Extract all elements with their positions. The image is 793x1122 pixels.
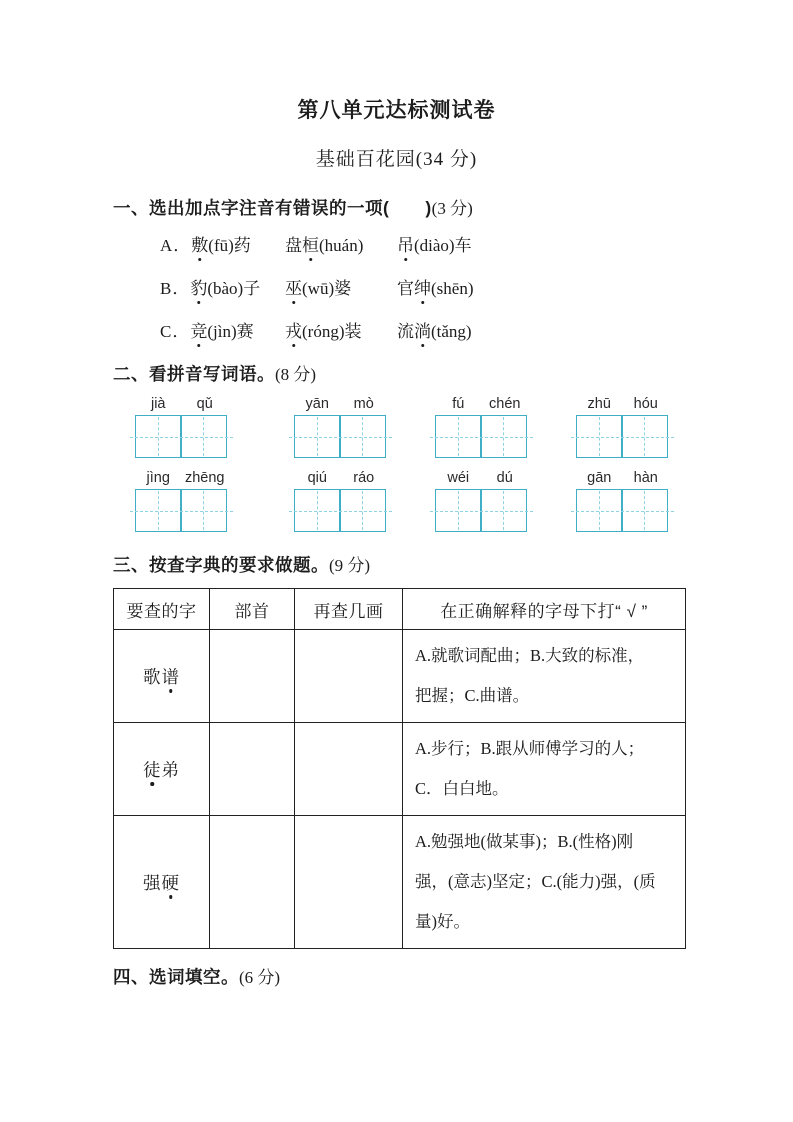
pinyin-syllable: chén: [489, 396, 521, 412]
writing-cell[interactable]: [180, 415, 227, 458]
writing-grid: [435, 415, 528, 458]
pinyin-syllable: qǔ: [196, 396, 213, 412]
writing-grid: [135, 489, 228, 532]
dotted-char: 竞: [190, 322, 208, 341]
writing-grid: [576, 415, 669, 458]
pinyin-syllable: zhēng: [184, 470, 225, 486]
dotted-char: 桓: [302, 236, 319, 255]
pinyin-group: [435, 396, 528, 458]
section1-heading-score: (3 分): [431, 199, 473, 218]
lookup-word: 徒弟: [114, 723, 210, 816]
writing-grid: [435, 489, 528, 532]
answer-cell-strokes[interactable]: [295, 816, 403, 949]
pinyin-syllable: yān: [305, 396, 329, 412]
col-header-radical: 部首: [210, 589, 295, 630]
pinyin-row-2: [135, 470, 693, 532]
option-a-label: A．: [160, 236, 192, 255]
pinyin-syllable: ráo: [353, 470, 375, 486]
col-header-definition: 在正确解释的字母下打“ √ ”: [403, 589, 686, 630]
pinyin-group: [576, 396, 669, 458]
writing-cell[interactable]: [621, 489, 668, 532]
paper-content: [0, 196, 793, 990]
option-a-item-3: 吊(diào)车: [397, 236, 472, 255]
col-header-word: 要查的字: [114, 589, 210, 630]
option-row-a: [160, 235, 693, 257]
table-header-row: [114, 589, 686, 630]
pinyin-syllable: dú: [496, 470, 513, 486]
answer-cell-radical[interactable]: [210, 630, 295, 723]
section4-heading-text: 四、选词填空。: [113, 967, 239, 987]
writing-cell[interactable]: [135, 415, 182, 458]
dotted-char: 硬: [162, 870, 181, 895]
answer-cell-radical[interactable]: [210, 816, 295, 949]
dotted-char: 徒: [143, 757, 162, 782]
table-row: [114, 816, 686, 949]
writing-cell[interactable]: [135, 489, 182, 532]
writing-cell[interactable]: [435, 415, 482, 458]
lookup-word: 歌谱: [114, 630, 210, 723]
writing-cell[interactable]: [576, 415, 623, 458]
pinyin-syllable: hàn: [633, 470, 658, 486]
subtitle-text: 基础百花园: [315, 149, 416, 170]
option-b-item-3: 官绅(shēn): [397, 279, 474, 298]
option-c-label: C．: [160, 322, 191, 341]
pinyin-group: [576, 470, 669, 532]
option-row-c: [160, 321, 693, 343]
answer-cell-strokes[interactable]: [295, 723, 403, 816]
section4-heading: [113, 965, 693, 990]
section2-heading-text: 二、看拼音写词语。: [113, 364, 275, 384]
col-header-strokes: 再查几画: [295, 589, 403, 630]
lookup-word: 强硬: [114, 816, 210, 949]
dotted-char: 敷: [191, 236, 209, 255]
table-row: [114, 723, 686, 816]
definition-options: A.勉强地(做某事)；B.(性格)刚 强，(意志)坚定；C.(能力)强，(质 量)好。: [403, 816, 686, 949]
section1-options: [160, 235, 693, 343]
pinyin-syllable: gān: [587, 470, 612, 486]
pinyin-syllable: qiú: [307, 470, 327, 486]
option-row-b: [160, 278, 693, 300]
pinyin-row-1: [135, 396, 693, 458]
option-b-label: B．: [160, 279, 191, 298]
section3-heading-score: (9 分): [329, 556, 371, 575]
section1-heading: [113, 196, 693, 221]
writing-cell[interactable]: [339, 489, 386, 532]
pinyin-group: [435, 470, 528, 532]
definition-options: A.就歌词配曲；B.大致的标准， 把握；C.曲谱。: [403, 630, 686, 723]
writing-cell[interactable]: [621, 415, 668, 458]
section2-heading: [113, 362, 693, 387]
definition-options: A.步行；B.跟从师傅学习的人； C．白白地。: [403, 723, 686, 816]
pinyin-syllable: zhū: [587, 396, 611, 412]
dotted-char: 豹: [190, 279, 208, 298]
option-c-item-2: 戎(róng)装: [285, 322, 362, 341]
dotted-char: 巫: [285, 279, 302, 298]
writing-cell[interactable]: [294, 489, 341, 532]
answer-cell-strokes[interactable]: [295, 630, 403, 723]
writing-grid: [135, 415, 228, 458]
section2-heading-score: (8 分): [275, 365, 317, 384]
pinyin-syllable: jìng: [146, 470, 170, 486]
writing-cell[interactable]: [480, 489, 527, 532]
pinyin-syllable: fú: [452, 396, 465, 412]
section3-heading-text: 三、按查字典的要求做题。: [113, 555, 329, 575]
writing-grid: [294, 415, 387, 458]
table-row: [114, 630, 686, 723]
dotted-char: 吊: [397, 236, 414, 255]
dotted-char: 绅: [414, 279, 431, 298]
writing-cell[interactable]: [480, 415, 527, 458]
pinyin-group: [135, 396, 228, 458]
page-subtitle: [0, 147, 793, 172]
writing-cell[interactable]: [435, 489, 482, 532]
option-b-item-1: B．豹(bào)子: [160, 279, 261, 298]
option-c-item-1: C．竞(jìn)赛: [160, 322, 254, 341]
dictionary-table: [113, 588, 686, 949]
writing-cell[interactable]: [294, 415, 341, 458]
writing-cell[interactable]: [180, 489, 227, 532]
option-b-item-2: 巫(wū)婆: [285, 279, 352, 298]
writing-grid: [294, 489, 387, 532]
dotted-char: 戎: [285, 322, 302, 341]
dotted-char: 谱: [162, 664, 181, 689]
pinyin-syllable: wéi: [447, 470, 470, 486]
pinyin-group: [294, 470, 387, 532]
section3-heading: [113, 553, 693, 578]
section4-heading-score: (6 分): [239, 968, 281, 987]
writing-grid: [576, 489, 669, 532]
writing-cell[interactable]: [339, 415, 386, 458]
option-a-item-2: 盘桓(huán): [285, 236, 364, 255]
pinyin-syllable: mò: [353, 396, 374, 412]
writing-cell[interactable]: [576, 489, 623, 532]
pinyin-syllable: hóu: [633, 396, 658, 412]
option-a-item-1: A．敷(fū)药: [160, 236, 251, 255]
answer-cell-radical[interactable]: [210, 723, 295, 816]
page-title: 第八单元达标测试卷: [297, 99, 496, 122]
section1-heading-text: 一、选出加点字注音有错误的一项( ): [113, 198, 432, 218]
dotted-char: 淌: [414, 322, 431, 341]
pinyin-syllable: jià: [150, 396, 166, 412]
pinyin-group: [135, 470, 228, 532]
pinyin-group: [294, 396, 387, 458]
subtitle-score: (34 分): [415, 149, 478, 170]
option-c-item-3: 流淌(tǎng): [397, 322, 472, 341]
